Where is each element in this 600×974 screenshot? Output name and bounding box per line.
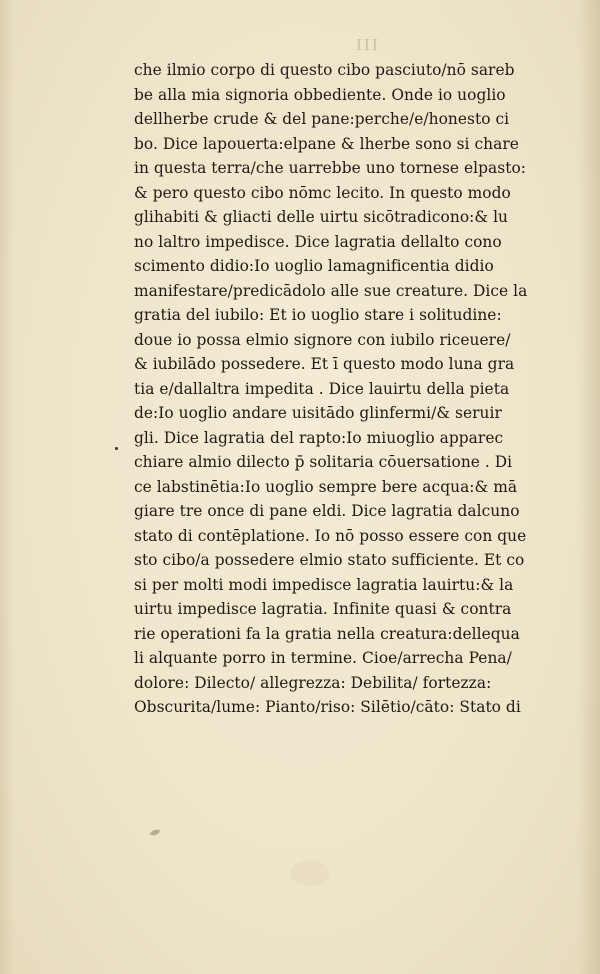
folio-show-through: III: [356, 36, 380, 54]
text-line: si per molti modi impedisce lagratia lauirtu:& la: [134, 575, 514, 594]
text-line: Obscurita/lume: Pianto/riso: Silētio/cāto: Stato di: [134, 698, 521, 716]
text-line: uirtu impedisce lagratia. Infinite quasi & contra: [134, 600, 512, 618]
text-line: rie operationi fa la gratia nella creatura:dellequa: [134, 624, 520, 643]
text-line: be alla mia signoria obbediente. Onde io uoglio: [134, 85, 506, 104]
text-line: giare tre once di pane eldi. Dice lagratia dalcuno: [134, 502, 520, 520]
text-line: gratia del iubilo: Et io uoglio stare i solitudine:: [134, 306, 502, 324]
margin-dot: [115, 447, 118, 450]
text-line: chiare almio dilecto p̄ solitaria cōuersatione . Di: [134, 453, 513, 471]
ink-mark: [149, 828, 160, 836]
text-line: manifestare/predicādolo alle sue creature. Dice la: [134, 281, 528, 300]
paper-stain: [290, 860, 330, 886]
text-line: tia e/dallaltra impedita . Dice lauirtu della pieta: [134, 379, 510, 398]
text-line: scimento didio:Io uoglio lamagnificentia didio: [134, 257, 494, 275]
text-line: che ilmio corpo di questo cibo pasciuto/nō sareb: [134, 61, 515, 79]
page-right-edge-shadow: [578, 0, 600, 974]
text-line: & iubilādo possedere. Et ī questo modo luna gra: [134, 355, 515, 373]
text-line: dolore: Dilecto/ allegrezza: Debilita/ fortezza:: [134, 673, 492, 692]
page-left-edge-shadow: [0, 0, 14, 974]
text-line: in questa terra/che uarrebbe uno tornese elpasto:: [134, 159, 527, 177]
text-block: [134, 58, 574, 720]
text-line: dellherbe crude & del pane:perche/e/honesto ci: [134, 110, 510, 128]
text-line: no laltro impedisce. Dice lagratia dellalto cono: [134, 232, 502, 251]
text-line: glihabiti & gliacti delle uirtu sicōtradicono:& lu: [134, 208, 509, 226]
text-line: doue io possa elmio signore con iubilo riceuere/: [134, 330, 511, 349]
text-line: gli. Dice lagratia del rapto:Io miuoglio apparec: [134, 428, 504, 447]
text-line: bo. Dice lapouerta:elpane & lherbe sono si chare: [134, 134, 519, 153]
text-line: sto cibo/a possedere elmio stato sufficiente. Et co: [134, 551, 525, 569]
text-line: li alquante porro in termine. Cioe/arrecha Pena/: [134, 649, 512, 667]
text-line: stato di contēplatione. Io nō posso essere con que: [134, 526, 527, 545]
text-line: & pero questo cibo nōmc lecito. In questo modo: [134, 183, 511, 202]
text-line: de:Io uoglio andare uisitādo glinfermi/& seruir: [134, 404, 502, 422]
text-line: ce labstinētia:Io uoglio sempre bere acqua:& mā: [134, 477, 518, 496]
